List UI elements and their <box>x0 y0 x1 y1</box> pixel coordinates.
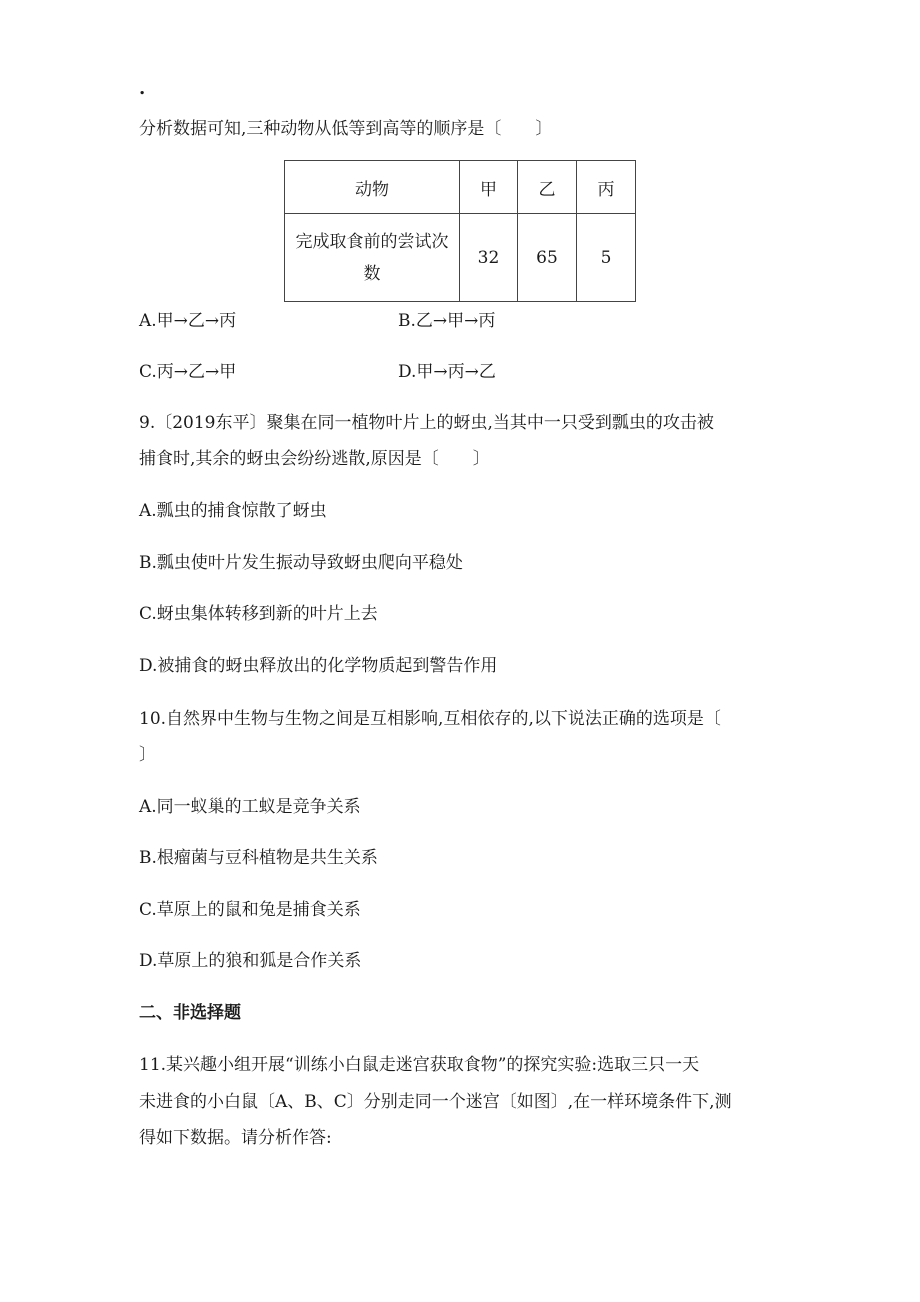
q10-option-b: B.根瘤菌与豆科植物是共生关系 <box>139 848 378 868</box>
question-11-line3: 得如下数据。请分析作答: <box>139 1128 332 1148</box>
table-cell-jia: 32 <box>460 214 518 302</box>
table-header-bing: 丙 <box>577 161 636 214</box>
table-header-animal: 动物 <box>285 161 460 214</box>
q9-option-a: A.瓢虫的捕食惊散了蚜虫 <box>139 501 327 521</box>
q8-option-a: A.甲→乙→丙 <box>139 311 237 331</box>
question-10-stem-line2: 〕 <box>139 745 156 765</box>
table-header-yi: 乙 <box>518 161 577 214</box>
table-header-row <box>285 161 636 214</box>
q10-option-c: C.草原上的鼠和兔是捕食关系 <box>139 900 361 920</box>
q9-option-c: C.蚜虫集体转移到新的叶片上去 <box>139 604 378 624</box>
table-header-jia: 甲 <box>460 161 518 214</box>
question-9-stem-line2: 捕食时,其余的蚜虫会纷纷逃散,原因是〔 〕 <box>139 449 490 469</box>
question-8-stem: 分析数据可知,三种动物从低等到高等的顺序是〔 〕 <box>139 119 553 139</box>
section-2-title: 二、非选择题 <box>139 1003 241 1023</box>
table-row-label: 完成取食前的尝试次数 <box>295 231 449 284</box>
question-11-line1: 11.某兴趣小组开展“训练小白鼠走迷宫获取食物”的探究实验:选取三只一天 <box>139 1055 700 1075</box>
table-cell-yi: 65 <box>518 214 577 302</box>
question-10-stem-line1: 10.自然界中生物与生物之间是互相影响,互相依存的,以下说法正确的选项是〔 <box>139 709 721 729</box>
q9-option-b: B.瓢虫使叶片发生振动导致蚜虫爬向平稳处 <box>139 553 463 573</box>
page-marker-dot: . <box>139 78 146 99</box>
q9-option-d: D.被捕食的蚜虫释放出的化学物质起到警告作用 <box>139 656 498 676</box>
table-row-attempts <box>285 214 636 302</box>
animal-trial-table <box>284 160 636 302</box>
q10-option-d: D.草原上的狼和狐是合作关系 <box>139 951 362 971</box>
q8-option-c: C.丙→乙→甲 <box>139 362 237 382</box>
question-11-line2: 未进食的小白鼠〔A、B、C〕分别走同一个迷宫〔如图〕,在一样环境条件下,测 <box>139 1092 732 1112</box>
q8-option-b: B.乙→甲→丙 <box>398 311 496 331</box>
table-cell-bing: 5 <box>577 214 636 302</box>
q10-option-a: A.同一蚁巢的工蚁是竞争关系 <box>139 797 361 817</box>
question-9-stem-line1: 9.〔2019东平〕聚集在同一植物叶片上的蚜虫,当其中一只受到瓢虫的攻击被 <box>139 413 714 433</box>
q8-option-d: D.甲→丙→乙 <box>398 362 496 382</box>
